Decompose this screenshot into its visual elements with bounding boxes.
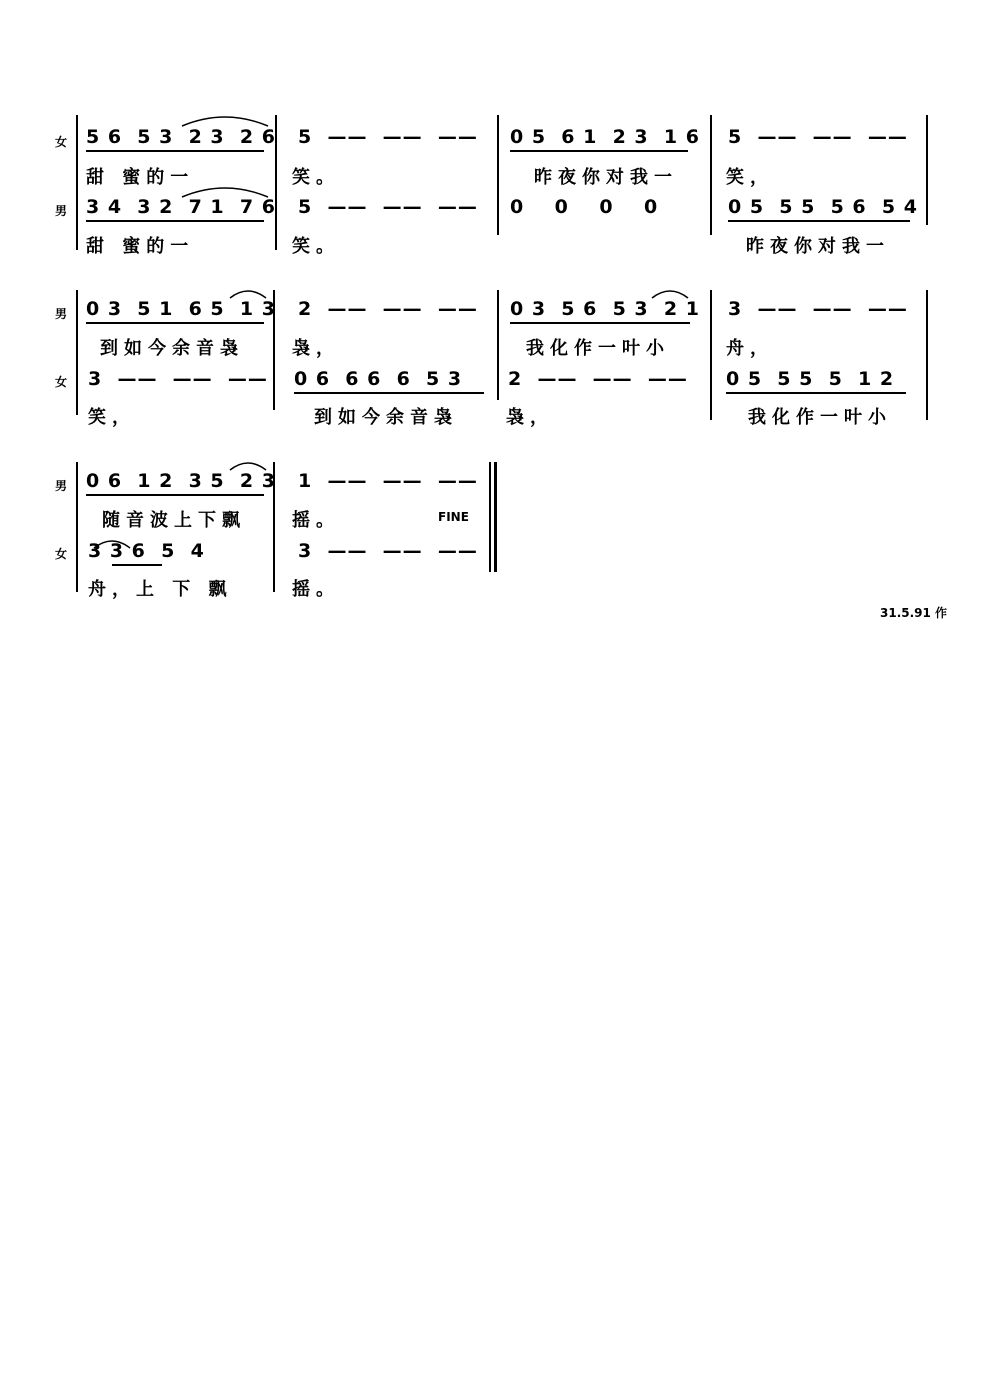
lyric: 笑。 xyxy=(292,167,340,188)
beam xyxy=(510,322,690,324)
notes-measure: 2 —— —— —— xyxy=(298,298,478,320)
lyric: 笑， xyxy=(726,167,774,188)
voice-label-male: 男 xyxy=(55,307,68,321)
lyric: 袅， xyxy=(506,407,554,428)
composition-date-note: 31.5.91 作 xyxy=(880,606,948,620)
lyric: 笑， xyxy=(88,407,136,428)
lyric: 我化作一叶小 xyxy=(526,338,670,359)
beam xyxy=(728,220,910,222)
lyric: 摇。 xyxy=(292,510,340,531)
notes-measure: 0 0 0 0 xyxy=(510,196,659,218)
lyric: 舟， xyxy=(726,338,774,359)
barline xyxy=(76,290,78,415)
barline xyxy=(710,115,712,235)
notes-measure: 0 6 1 2 3 5 2 3 xyxy=(86,470,276,492)
barline xyxy=(710,290,712,420)
lyric: 摇。 xyxy=(292,579,340,600)
notes-measure: 0 3 5 6 5 3 2 1 xyxy=(510,298,700,320)
beam xyxy=(86,150,264,152)
beam xyxy=(726,392,906,394)
notes-measure: 0 5 5 5 5 1 2 xyxy=(726,368,895,390)
notes-measure: 5 —— —— —— xyxy=(728,126,908,148)
lyric: 舟，上 下 飘 xyxy=(88,579,233,600)
notes-measure: 0 5 5 5 5 6 5 4 xyxy=(728,196,918,218)
notes-measure: 5 —— —— —— xyxy=(298,196,478,218)
barline xyxy=(497,115,499,235)
voice-label-male: 男 xyxy=(55,204,68,218)
barline xyxy=(926,115,928,225)
notes-measure: 2 —— —— —— xyxy=(508,368,688,390)
notes-measure xyxy=(298,126,478,148)
notes-measure: 0 3 5 1 6 5 1 3 xyxy=(86,298,276,320)
slur xyxy=(180,183,270,199)
lyric: 随音波上下飘 xyxy=(102,510,246,531)
final-barline-thin xyxy=(489,462,491,572)
lyric: 到如今余音袅 xyxy=(314,407,458,428)
notes-measure: 0 5 6 1 2 3 1 6 xyxy=(510,126,700,148)
barline xyxy=(497,290,499,400)
tie xyxy=(92,536,132,550)
barline xyxy=(76,115,78,250)
notes-measure: 3 4 3 2 7 1 7 6 xyxy=(86,196,276,218)
slur xyxy=(228,458,268,472)
lyric: 甜 蜜的一 xyxy=(86,236,195,257)
lyric: 甜 蜜的一 xyxy=(86,167,195,188)
voice-label-female: 女 xyxy=(55,375,68,389)
beam xyxy=(86,494,264,496)
notes-measure: 1 —— —— —— xyxy=(298,470,478,492)
notes-measure: 5 6 5 3 2 3 2 6 xyxy=(86,126,276,148)
fine-marking: FINE xyxy=(438,510,469,524)
note: 5 —— —— —— xyxy=(298,126,478,148)
beam xyxy=(294,392,484,394)
notes-measure: 3 —— —— —— xyxy=(88,368,268,390)
lyric: 我化作一叶小 xyxy=(748,407,892,428)
beam xyxy=(86,220,264,222)
barline xyxy=(76,462,78,592)
lyric: 袅， xyxy=(292,338,340,359)
lyric: 昨夜你对我一 xyxy=(534,167,678,188)
notes-measure: 3 3 6 5 4 xyxy=(88,540,205,562)
lyric: 昨夜你对我一 xyxy=(746,236,890,257)
slur xyxy=(228,286,268,300)
slur xyxy=(180,112,270,128)
barline xyxy=(926,290,928,420)
lyric: 到如今余音袅 xyxy=(100,338,244,359)
notes-measure: 0 6 6 6 6 5 3 xyxy=(294,368,463,390)
notes-measure: 3 —— —— —— xyxy=(298,540,478,562)
beam xyxy=(112,564,162,566)
voice-label-male: 男 xyxy=(55,479,68,493)
beam xyxy=(510,150,688,152)
beam xyxy=(86,322,264,324)
voice-label-female: 女 xyxy=(55,547,68,561)
notes-measure: 3 —— —— —— xyxy=(728,298,908,320)
slur xyxy=(650,286,690,300)
lyric: 笑。 xyxy=(292,236,340,257)
voice-label-female: 女 xyxy=(55,135,68,149)
final-barline-thick xyxy=(494,462,497,572)
